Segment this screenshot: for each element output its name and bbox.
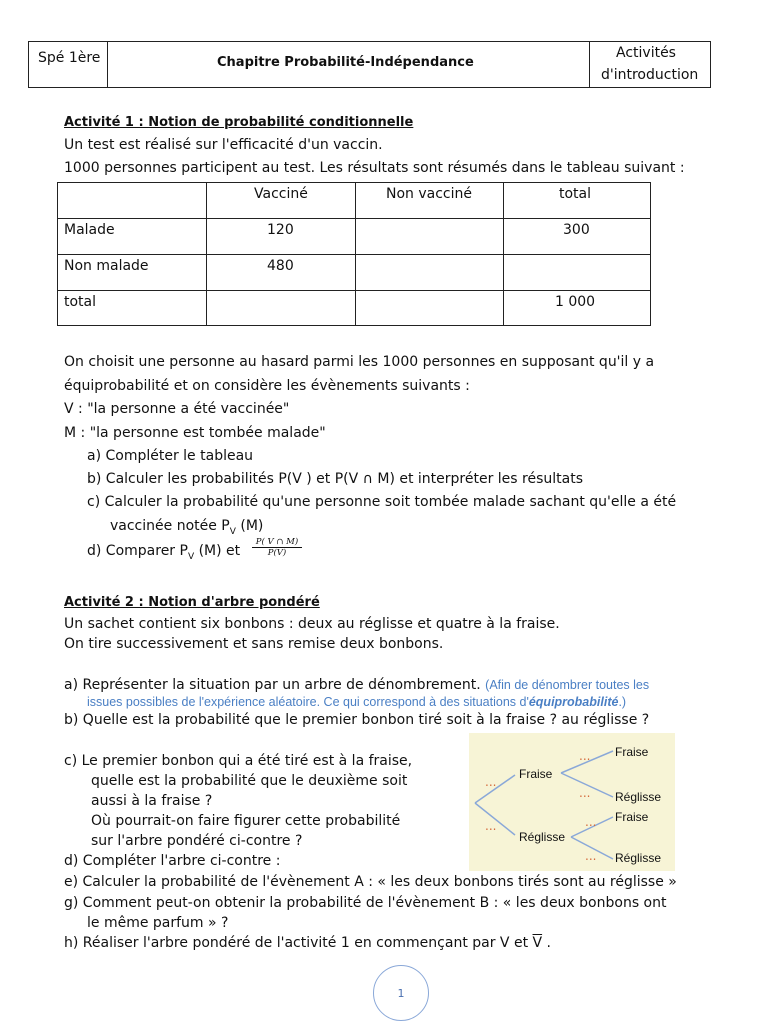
tree-leaf: Réglisse <box>615 851 662 865</box>
question-c2-line2: quelle est la probabilité que le deuxième soit <box>91 773 408 789</box>
table-cell: Non malade <box>64 258 149 274</box>
event-v: V : "la personne a été vaccinée" <box>64 401 290 417</box>
event-m: M : "la personne est tombée malade" <box>64 425 326 441</box>
question-e2: e) Calculer la probabilité de l'évènement A : « les deux bonbons tirés sont au réglisse » <box>64 874 677 890</box>
question-c2-line5: sur l'arbre pondéré ci-contre ? <box>91 833 303 849</box>
tree-weight-placeholder: ... <box>579 749 591 763</box>
tree-branch-fraise: Fraise <box>519 767 553 781</box>
activity2-title: Activité 2 : Notion d'arbre pondéré <box>64 595 320 610</box>
tree-weight-placeholder: ... <box>485 819 497 833</box>
question-c2-line1: c) Le premier bonbon qui a été tiré est à la fraise, <box>64 753 413 769</box>
table-header: total <box>559 186 592 202</box>
tree-leaf: Fraise <box>615 810 649 824</box>
page-number: 1 <box>397 987 405 1000</box>
activity1-intro1: Un test est réalisé sur l'efficacité d'un vaccin. <box>64 137 383 153</box>
question-a: a) Compléter le tableau <box>87 448 254 464</box>
question-c-line1: c) Calculer la probabilité qu'une personne soit tombée malade sachant qu'elle a été <box>87 494 677 510</box>
fraction-denominator: P(V) <box>267 548 287 558</box>
weighted-tree <box>469 733 675 871</box>
fraction <box>252 537 302 558</box>
question-h2: h) Réaliser l'arbre pondéré de l'activité 1 en commençant par V et $\overline{V}$ . <box>64 935 551 951</box>
tree-branch-reglisse: Réglisse <box>519 830 566 844</box>
question-d2: d) Compléter l'arbre ci-contre : <box>64 853 281 869</box>
chapter-title: Chapitre Probabilité-Indépendance <box>217 55 474 70</box>
fraction-numerator: P( V ∩ M) <box>252 537 302 548</box>
table-header: Non vacciné <box>386 186 472 202</box>
level-label: Spé 1ère <box>38 50 101 66</box>
table-cell: 480 <box>267 258 294 274</box>
table-header: Vacciné <box>254 186 308 202</box>
activity-label-1: Activités <box>616 45 676 61</box>
table-cell: 300 <box>563 222 590 238</box>
tree-weight-placeholder: ... <box>579 786 591 800</box>
question-g2-line2: le même parfum » ? <box>87 915 229 931</box>
level-cell <box>29 42 108 87</box>
results-table <box>57 182 651 326</box>
activity1-intro2: 1000 personnes participent au test. Les résultats sont résumés dans le tableau suivant : <box>64 160 685 176</box>
activity1-title: Activité 1 : Notion de probabilité conditionnelle <box>64 115 414 130</box>
question-c2-line4: Où pourrait-on faire figurer cette probabilité <box>91 813 401 829</box>
tree-leaf: Réglisse <box>615 790 662 804</box>
tree-weight-placeholder: ... <box>585 849 597 863</box>
tree-leaf: Fraise <box>615 745 649 759</box>
activity1-para2: équiprobabilité et on considère les évènements suivants : <box>64 378 470 394</box>
table-cell: Malade <box>64 222 115 238</box>
question-a2-note: issues possibles de l'expérience aléatoire. Ce qui correspond à des situations d'équiprobabilité.) <box>87 695 627 709</box>
question-g2-line1: g) Comment peut-on obtenir la probabilité de l'évènement B : « les deux bonbons ont <box>64 895 667 911</box>
activity-label-2: d'introduction <box>601 67 699 83</box>
table-cell: 120 <box>267 222 294 238</box>
page-number-badge <box>373 965 429 1021</box>
tree-weight-placeholder: ... <box>585 815 597 829</box>
table-cell: 1 000 <box>555 294 596 310</box>
activity-cell <box>589 42 710 87</box>
table-cell: total <box>64 294 97 310</box>
question-b2: b) Quelle est la probabilité que le premier bonbon tiré soit à la fraise ? au réglisse ? <box>64 712 650 728</box>
question-b: b) Calculer les probabilités P(V ) et P(V ∩ M) et interpréter les résultats <box>87 471 584 487</box>
tree-weight-placeholder: ... <box>485 775 497 789</box>
question-c-line2: vaccinée notée $P_V$ (M) <box>110 518 264 537</box>
question-a2: a) Représenter la situation par un arbre de dénombrement. (Afin de dénombrer toutes les <box>64 677 650 693</box>
activity2-intro1: Un sachet contient six bonbons : deux au réglisse et quatre à la fraise. <box>64 616 560 632</box>
activity2-intro2: On tire successivement et sans remise deux bonbons. <box>64 636 444 652</box>
header-box <box>28 41 711 88</box>
question-d: d) Comparer $P_V$ (M) et <box>87 543 241 562</box>
question-c2-line3: aussi à la fraise ? <box>91 793 213 809</box>
activity1-para1: On choisit une personne au hasard parmi les 1000 personnes en supposant qu'il y a <box>64 354 655 370</box>
